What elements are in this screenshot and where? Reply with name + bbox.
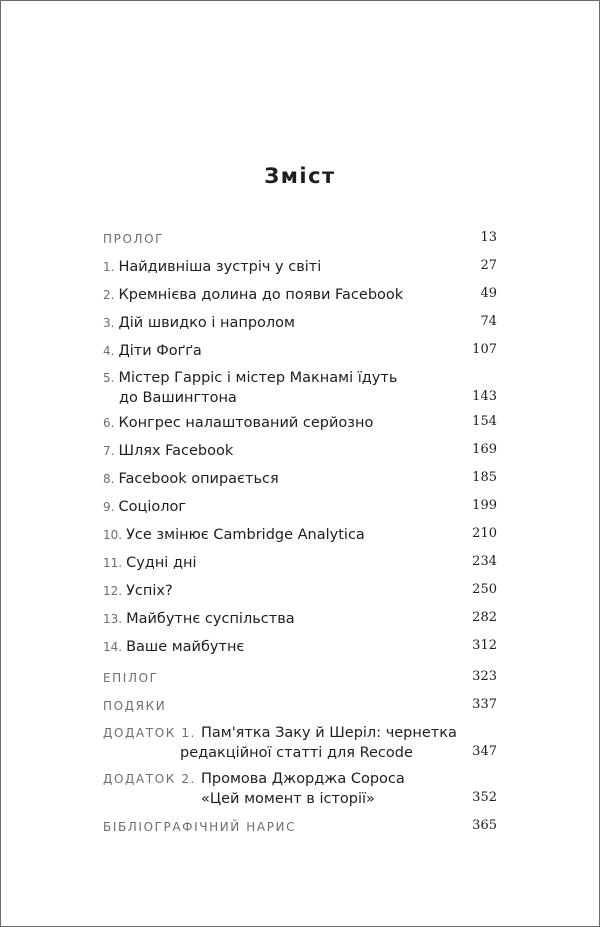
page-title: Зміст	[264, 164, 336, 188]
toc-chapter-number: 13.	[103, 612, 123, 626]
toc-label: ПРОЛОГ	[103, 232, 165, 246]
toc-page-number: 234	[472, 554, 497, 569]
toc-chapter-title: Містер Гарріс і містер Макнамі їдуть	[118, 370, 398, 386]
toc-entry-chapter-12[interactable]	[103, 580, 497, 600]
toc-page-number: 13	[480, 230, 497, 245]
toc-chapter-title: Шлях Facebook	[118, 443, 234, 459]
toc-appendix-title: Пам'ятка Заку й Шеріл: чернетка	[200, 725, 457, 741]
toc-entry-chapter-2[interactable]	[103, 284, 497, 304]
toc-appendix-title-continued: редакційної статті для Recode	[180, 745, 413, 761]
toc-page-number: 199	[472, 498, 497, 513]
toc-chapter-number: 1.	[103, 260, 115, 274]
toc-entry-appendix-2[interactable]	[103, 768, 497, 808]
toc-chapter-number: 11.	[103, 556, 123, 570]
toc-page-number: 323	[472, 669, 497, 684]
toc-page-number: 365	[472, 818, 497, 833]
toc-page-number: 143	[472, 389, 497, 404]
toc-chapter-number: 8.	[103, 472, 115, 486]
toc-page-number: 352	[472, 790, 497, 805]
toc-entry-chapter-14[interactable]	[103, 636, 497, 656]
toc-chapter-number: 6.	[103, 416, 115, 430]
toc-chapter-title: Дій швидко і напролом	[118, 315, 295, 331]
toc-appendix-title: Промова Джорджа Сороса	[200, 771, 405, 787]
toc-chapter-number: 10.	[103, 528, 123, 542]
toc-entry-chapter-10[interactable]	[103, 524, 497, 544]
toc-chapter-title: Ваше майбутнє	[126, 639, 245, 655]
toc-chapter-title: Усе змінює Cambridge Analytica	[126, 527, 365, 543]
toc-entry-chapter-13[interactable]	[103, 608, 497, 628]
toc-appendix-title-continued: «Цей момент в історії»	[201, 791, 375, 807]
toc-chapter-title: Кремнієва долина до появи Facebook	[118, 287, 404, 303]
toc-entry-appendix-1[interactable]	[103, 722, 497, 762]
toc-page-number: 347	[472, 744, 497, 759]
toc-label: ЕПІЛОГ	[103, 671, 159, 685]
toc-page-number: 27	[480, 258, 497, 273]
toc-page-number: 74	[480, 314, 497, 329]
toc-entry-chapter-5[interactable]	[103, 367, 497, 407]
toc-entry-chapter-6[interactable]	[103, 412, 497, 432]
toc-chapter-title: Успіх?	[126, 583, 173, 599]
toc-page-number: 185	[472, 470, 497, 485]
toc-page-number: 49	[480, 286, 497, 301]
toc-page-number: 169	[472, 442, 497, 457]
toc-entry-prologue[interactable]	[103, 228, 497, 248]
toc-chapter-number: 9.	[103, 500, 115, 514]
toc-chapter-title: Судні дні	[126, 555, 197, 571]
toc-entry-chapter-1[interactable]	[103, 256, 497, 276]
toc-label: ПОДЯКИ	[103, 699, 167, 713]
toc-page-number: 312	[472, 638, 497, 653]
toc-chapter-title: Конгрес налаштований серйозно	[118, 415, 374, 431]
toc-entry-acknowledgements[interactable]	[103, 695, 497, 715]
toc-entry-bibliography[interactable]	[103, 816, 497, 836]
toc-page-number: 107	[472, 342, 497, 357]
toc-chapter-title-continued: до Вашингтона	[119, 390, 237, 406]
toc-entry-chapter-7[interactable]	[103, 440, 497, 460]
toc-chapter-title: Facebook опирається	[118, 471, 279, 487]
toc-page-number: 154	[472, 414, 497, 429]
toc-entry-chapter-9[interactable]	[103, 496, 497, 516]
toc-chapter-number: 14.	[103, 640, 123, 654]
toc-page-number: 210	[472, 526, 497, 541]
toc-chapter-title: Соціолог	[118, 499, 186, 515]
toc-label: ДОДАТОК 1.	[103, 726, 196, 740]
toc-page-number: 337	[472, 697, 497, 712]
toc-chapter-number: 7.	[103, 444, 115, 458]
toc-entry-chapter-11[interactable]	[103, 552, 497, 572]
toc-chapter-number: 5.	[103, 371, 115, 385]
toc-chapter-title: Діти Фоґґа	[118, 343, 202, 359]
toc-entry-epilogue[interactable]	[103, 667, 497, 687]
toc-page-number: 282	[472, 610, 497, 625]
toc-label: БІБЛІОГРАФІЧНИЙ НАРИС	[103, 820, 297, 834]
toc-chapter-title: Майбутнє суспільства	[126, 611, 295, 627]
toc-page-number: 250	[472, 582, 497, 597]
toc-chapter-number: 3.	[103, 316, 115, 330]
toc-label: ДОДАТОК 2.	[103, 772, 196, 786]
toc-chapter-number: 12.	[103, 584, 123, 598]
toc-entry-chapter-3[interactable]	[103, 312, 497, 332]
toc-chapter-number: 4.	[103, 344, 115, 358]
toc-entry-chapter-4[interactable]	[103, 340, 497, 360]
toc-chapter-title: Найдивніша зустріч у світі	[118, 259, 322, 275]
toc-chapter-number: 2.	[103, 288, 115, 302]
toc-entry-chapter-8[interactable]	[103, 468, 497, 488]
